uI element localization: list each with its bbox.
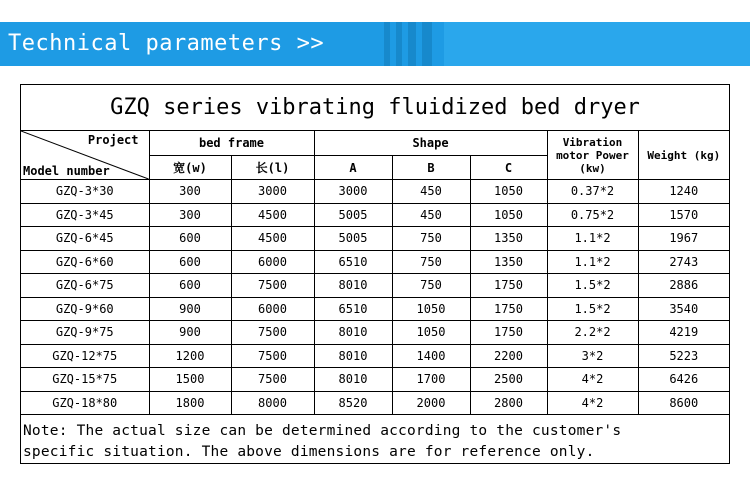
shape-b-cell: 1400 [392,344,470,368]
length-cell: 4500 [231,203,314,227]
shape-c-cell: 1050 [470,180,547,204]
table-row [21,368,729,392]
model-cell: GZQ-6*60 [21,250,149,274]
table-row [21,321,729,345]
shape-b-cell: 750 [392,227,470,251]
shape-a-header: A [314,156,392,180]
shape-b-cell: 750 [392,274,470,298]
length-cell: 7500 [231,274,314,298]
width-cell: 1500 [149,368,231,392]
shape-c-cell: 2800 [470,391,547,415]
shape-b-cell: 2000 [392,391,470,415]
power-cell: 1.5*2 [547,274,638,298]
table-row [21,297,729,321]
table-row [21,250,729,274]
power-cell: 0.37*2 [547,180,638,204]
shape-b-cell: 1050 [392,321,470,345]
shape-c-cell: 1750 [470,297,547,321]
model-cell: GZQ-6*75 [21,274,149,298]
length-cell: 3000 [231,180,314,204]
length-cell: 7500 [231,368,314,392]
note-line-2: specific situation. The above dimensions are for reference only. [23,444,595,460]
length-cell: 8000 [231,391,314,415]
weight-cell: 2886 [638,274,729,298]
power-cell: 4*2 [547,368,638,392]
shape-b-cell: 450 [392,203,470,227]
model-cell: GZQ-3*45 [21,203,149,227]
length-header: 长(l) [231,156,314,180]
width-cell: 300 [149,203,231,227]
section-banner [0,22,750,66]
width-cell: 1800 [149,391,231,415]
weight-cell: 2743 [638,250,729,274]
shape-a-cell: 8010 [314,321,392,345]
spec-table [21,85,729,415]
shape-a-cell: 8520 [314,391,392,415]
spec-table-frame [20,84,730,464]
shape-a-cell: 8010 [314,274,392,298]
weight-cell: 1240 [638,180,729,204]
shape-a-cell: 5005 [314,203,392,227]
power-cell: 4*2 [547,391,638,415]
table-row [21,391,729,415]
weight-cell: 1570 [638,203,729,227]
width-cell: 600 [149,227,231,251]
model-cell: GZQ-18*80 [21,391,149,415]
project-label: Project [87,133,139,147]
shape-c-cell: 1350 [470,227,547,251]
power-cell: 3*2 [547,344,638,368]
shape-c-cell: 2500 [470,368,547,392]
power-cell: 2.2*2 [547,321,638,345]
shape-b-cell: 1700 [392,368,470,392]
power-cell: 1.1*2 [547,227,638,251]
table-row [21,274,729,298]
shape-header: Shape [314,131,547,156]
width-cell: 900 [149,321,231,345]
length-cell: 6000 [231,250,314,274]
table-row [21,203,729,227]
vibration-power-header: Vibration motor Power (kw) [547,131,638,180]
width-cell: 300 [149,180,231,204]
model-cell: GZQ-12*75 [21,344,149,368]
shape-c-cell: 1350 [470,250,547,274]
shape-b-cell: 750 [392,250,470,274]
weight-cell: 6426 [638,368,729,392]
shape-c-cell: 1750 [470,274,547,298]
shape-a-cell: 8010 [314,368,392,392]
weight-cell: 8600 [638,391,729,415]
length-cell: 4500 [231,227,314,251]
shape-c-cell: 1750 [470,321,547,345]
banner-stripes [384,22,444,66]
shape-a-cell: 5005 [314,227,392,251]
table-row [21,180,729,204]
width-cell: 1200 [149,344,231,368]
shape-b-header: B [392,156,470,180]
power-cell: 1.1*2 [547,250,638,274]
bed-frame-header: bed frame [149,131,314,156]
diagonal-header-cell [21,131,149,180]
shape-b-cell: 450 [392,180,470,204]
weight-cell: 4219 [638,321,729,345]
model-cell: GZQ-9*60 [21,297,149,321]
shape-c-header: C [470,156,547,180]
weight-cell: 5223 [638,344,729,368]
shape-a-cell: 6510 [314,297,392,321]
shape-b-cell: 1050 [392,297,470,321]
table-row [21,344,729,368]
model-cell: GZQ-6*45 [21,227,149,251]
shape-a-cell: 8010 [314,344,392,368]
shape-c-cell: 2200 [470,344,547,368]
weight-cell: 3540 [638,297,729,321]
length-cell: 6000 [231,297,314,321]
banner-title: Technical parameters >> [8,31,325,56]
width-cell: 600 [149,250,231,274]
length-cell: 7500 [231,321,314,345]
model-number-label: Model number [23,164,110,178]
power-cell: 0.75*2 [547,203,638,227]
model-cell: GZQ-9*75 [21,321,149,345]
width-cell: 600 [149,274,231,298]
table-title: GZQ series vibrating fluidized bed dryer [21,85,729,131]
shape-a-cell: 6510 [314,250,392,274]
table-row [21,227,729,251]
shape-c-cell: 1050 [470,203,547,227]
power-cell: 1.5*2 [547,297,638,321]
model-cell: GZQ-3*30 [21,180,149,204]
shape-a-cell: 3000 [314,180,392,204]
model-cell: GZQ-15*75 [21,368,149,392]
banner-right-panel [444,22,750,66]
weight-cell: 1967 [638,227,729,251]
table-note [23,421,723,463]
note-line-1: Note: The actual size can be determined according to the customer's [23,423,622,439]
width-cell: 900 [149,297,231,321]
length-cell: 7500 [231,344,314,368]
weight-header: Weight (kg) [638,131,729,180]
width-header: 宽(w) [149,156,231,180]
